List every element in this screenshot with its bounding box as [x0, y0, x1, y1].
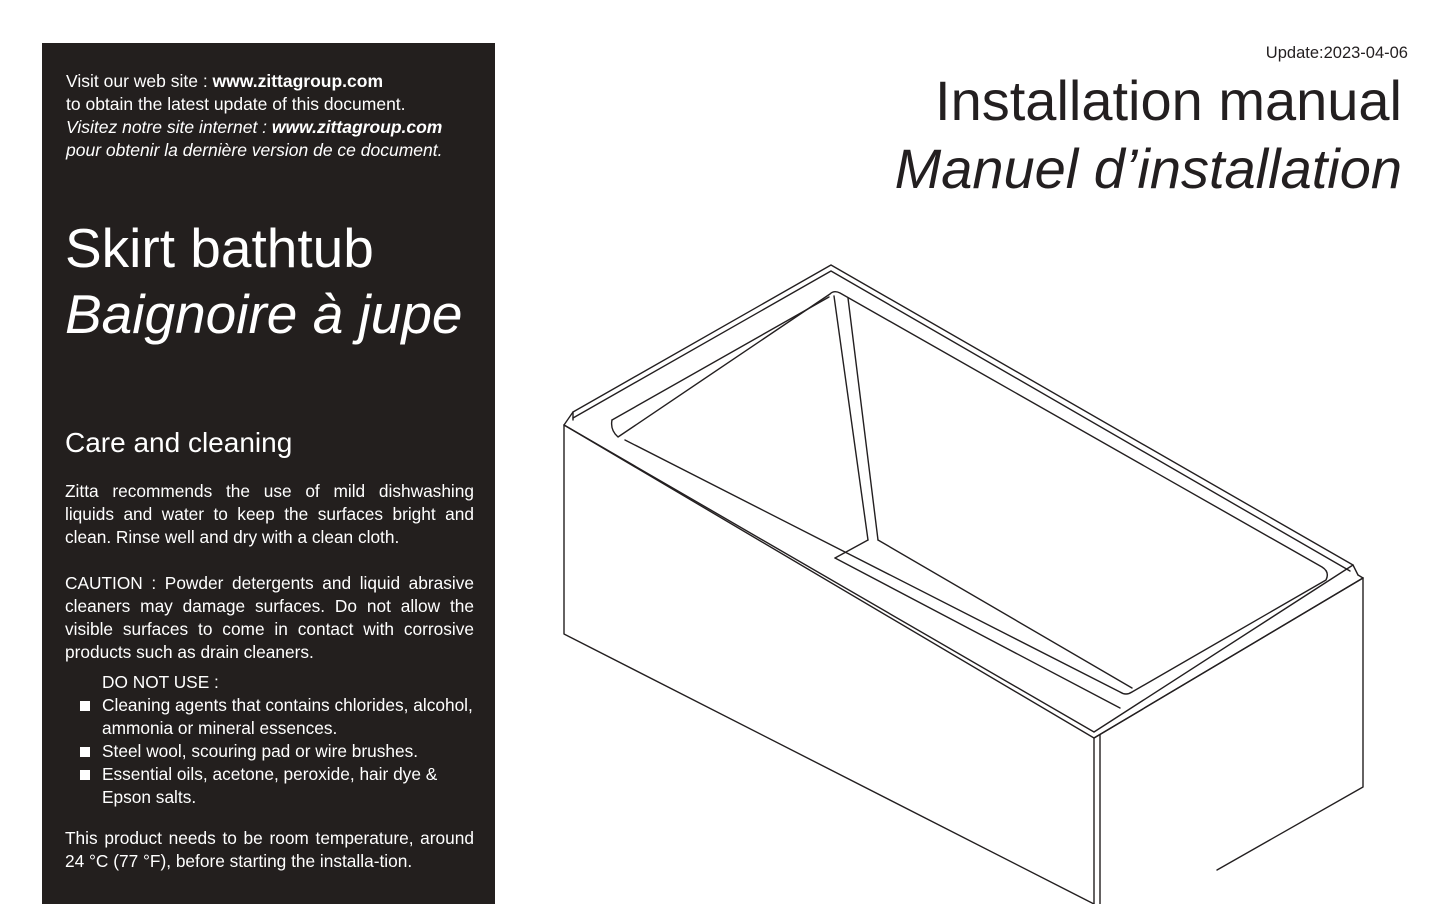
- info-sidebar: [42, 43, 495, 904]
- do-not-use-item: [65, 740, 474, 763]
- care-heading: Care and cleaning: [65, 427, 293, 458]
- product-title: [65, 215, 490, 347]
- square-bullet-icon: [80, 747, 90, 757]
- square-bullet-icon: [80, 701, 90, 711]
- caution-paragraph: CAUTION : Powder detergents and liquid abrasive cleaners may damage surfaces. Do not allow the visible surfaces to come in contact with corrosive products such as drain cleaners.: [65, 573, 474, 662]
- manual-title: [895, 67, 1402, 203]
- website-line-fr-2: pour obtenir la dernière version de ce document.: [66, 140, 443, 160]
- do-not-use-item-text: Essential oils, acetone, peroxide, hair dye & Epson salts.: [102, 764, 438, 807]
- care-paragraph: Zitta recommends the use of mild dishwashing liquids and water to keep the surfaces bright and clean. Rinse well and dry with a clean cloth.: [65, 481, 474, 547]
- square-bullet-icon: [80, 770, 90, 780]
- product-title-fr: Baignoire à jupe: [65, 283, 463, 345]
- website-url-en[interactable]: www.zittagroup.com: [212, 71, 384, 91]
- do-not-use-label: DO NOT USE :: [102, 672, 219, 692]
- website-url-fr[interactable]: www.zittagroup.com: [271, 117, 443, 137]
- website-notice: [66, 70, 486, 162]
- manual-title-en: Installation manual: [935, 69, 1402, 132]
- temperature-note: This product needs to be room temperature, around 24 °C (77 °F), before starting the installa-tion.: [65, 828, 474, 871]
- do-not-use-item-text: Steel wool, scouring pad or wire brushes.: [102, 741, 419, 761]
- website-line-en: [66, 70, 486, 93]
- website-prefix-fr: Visitez notre site internet :: [66, 117, 272, 137]
- website-line-fr: [66, 116, 486, 139]
- product-title-en: Skirt bathtub: [65, 217, 374, 279]
- website-line-en-2: to obtain the latest update of this document.: [66, 94, 406, 114]
- skirt-bathtub-illustration: [540, 250, 1400, 904]
- do-not-use-item-text: Cleaning agents that contains chlorides, alcohol, ammonia or mineral essences.: [102, 695, 473, 738]
- manual-title-fr: Manuel d’installation: [894, 137, 1402, 200]
- website-prefix-en: Visit our web site :: [66, 71, 213, 91]
- do-not-use-list: [65, 694, 474, 809]
- do-not-use-item: [65, 694, 474, 740]
- do-not-use-item: [65, 763, 474, 809]
- update-date: Update:2023-04-06: [1265, 44, 1408, 62]
